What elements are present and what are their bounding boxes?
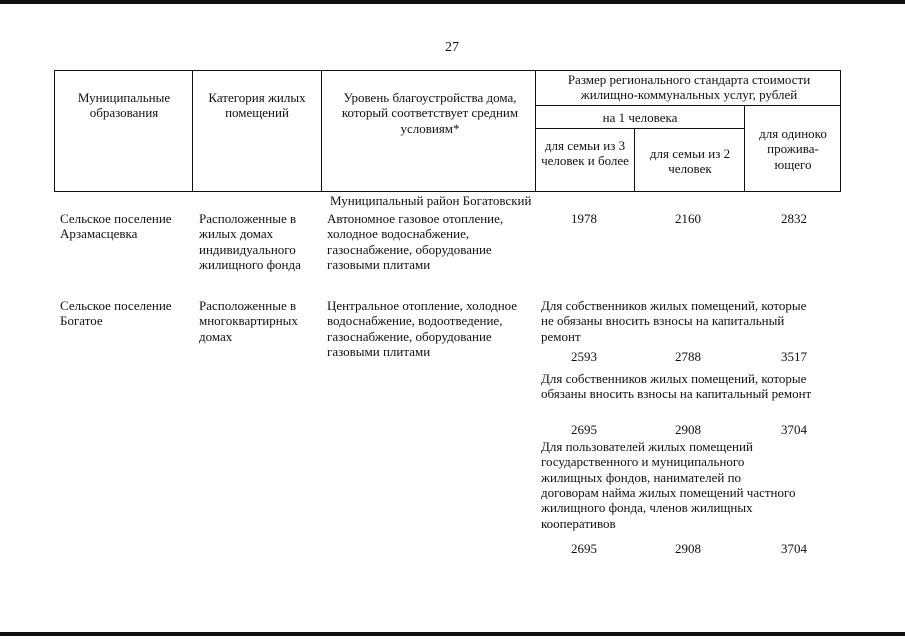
row2-group3-value-single: 3704	[781, 541, 807, 556]
row1-amenity: Автономное газовое отопление, холодное водоснабжение, газоснабжение, оборудование газовыми плитами	[327, 211, 504, 272]
row1-value-family2: 2160	[675, 211, 701, 226]
header-single: для одиноко прожива-ющего	[759, 126, 827, 172]
header-family-2: для семьи из 2 человек	[649, 146, 731, 177]
row2-group1-value-family3: 2593	[571, 349, 597, 364]
bottom-rule	[0, 632, 905, 636]
header-bottom-line	[54, 191, 841, 192]
header-per-person: на 1 человека	[602, 110, 678, 125]
row2-group2-value-family2: 2908	[675, 422, 701, 437]
row2-amenity: Центральное отопление, холодное водоснабжение, водоотведение, газоснабжение, оборудование газовыми плитами	[327, 298, 518, 359]
page-number: 27	[445, 40, 459, 55]
col-line-0	[54, 70, 55, 192]
district-title: Муниципальный район Богатовский	[330, 193, 532, 208]
top-rule	[0, 0, 905, 4]
header-municipality: Муниципальные образования	[77, 90, 171, 121]
row2-group3-note: Для пользователей жилых помещений государственного и муниципального жилищных фондов, нанимателей по договорам найма жилых помещений частного жилищного фонда, членов жилищных кооперативов	[541, 439, 796, 531]
row2-group2-value-single: 3704	[781, 422, 807, 437]
header-amenity-level: Уровень благоустройства дома, который соответствует средним условиям*	[341, 90, 519, 136]
row2-group1-note: Для собственников жилых помещений, которые не обязаны вносить взносы на капитальный ремонт	[541, 298, 807, 344]
header-family-3: для семьи из 3 человек и более	[541, 138, 629, 169]
row2-group1-value-family2: 2788	[675, 349, 701, 364]
row2-group2-value-family3: 2695	[571, 422, 597, 437]
row2-group3-value-family3: 2695	[571, 541, 597, 556]
col-line-2	[321, 70, 322, 192]
row1-municipality: Сельское поселение Арзамасцевка	[60, 211, 172, 242]
header-standard-size: Размер регионального стандарта стоимости жилищно-коммунальных услуг, рублей	[567, 72, 811, 103]
group-divider-line	[535, 105, 841, 106]
col-line-6	[840, 70, 841, 192]
header-category: Категория жилых помещений	[208, 90, 306, 121]
row2-category: Расположенные в многоквартирных домах	[199, 298, 298, 344]
col-line-3	[535, 70, 536, 192]
header-top-line	[54, 70, 841, 71]
col-line-4	[634, 128, 635, 192]
row1-value-family3: 1978	[571, 211, 597, 226]
row2-group2-note: Для собственников жилых помещений, которые обязаны вносить взносы на капитальный ремонт	[541, 371, 812, 402]
row1-value-single: 2832	[781, 211, 807, 226]
row1-category: Расположенные в жилых домах индивидуального жилищного фонда	[199, 211, 301, 272]
row2-group3-value-family2: 2908	[675, 541, 701, 556]
per-person-divider-line	[535, 128, 744, 129]
row2-municipality: Сельское поселение Богатое	[60, 298, 172, 329]
col-line-5	[744, 105, 745, 192]
col-line-1	[192, 70, 193, 192]
row2-group1-value-single: 3517	[781, 349, 807, 364]
